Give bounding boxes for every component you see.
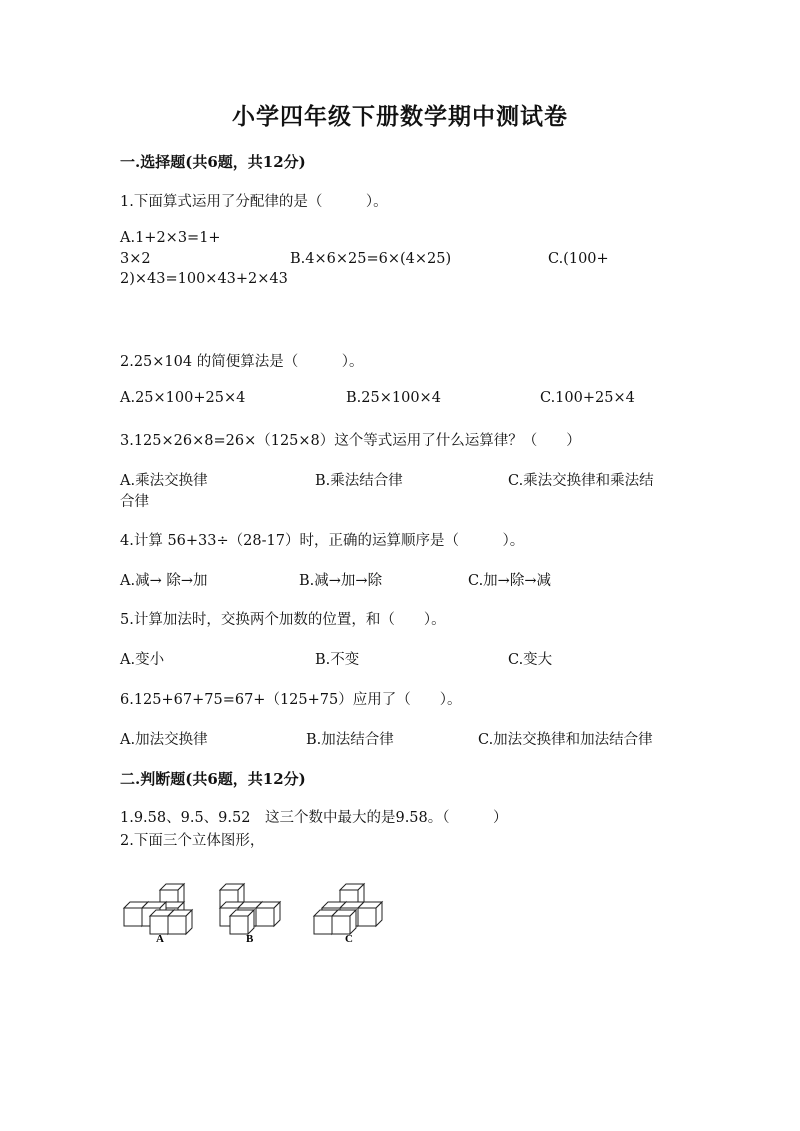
question-1-option-c-cont: 2)×43=100×43+2×43 — [120, 271, 288, 287]
figure-a — [124, 884, 192, 945]
question-2-stem: 2.25×104 的简便算法是（ ）。 — [120, 354, 364, 370]
question-6-stem: 6.125+67+75=67+（125+75）应用了（ ）。 — [120, 692, 462, 708]
question-4-option-b: B.减→加→除 — [299, 573, 383, 589]
question-1-option-a-cont: 3×2 — [120, 251, 151, 267]
section-heading-choice: 一.选择题(共6题，共12分) — [120, 153, 306, 171]
figure-label-b: B — [246, 933, 254, 945]
question-5-stem: 5.计算加法时，交换两个加数的位置，和（ ）。 — [120, 612, 446, 628]
question-4-option-a: A.减→ 除→加 — [120, 573, 208, 589]
figure-c — [314, 884, 382, 945]
question-1-option-b: B.4×6×25=6×(4×25) — [290, 251, 452, 267]
cube-figures — [118, 878, 398, 948]
question-5-option-c: C.变大 — [508, 652, 553, 668]
figure-label-c: C — [345, 933, 353, 945]
question-2-option-a: A.25×100+25×4 — [120, 390, 246, 406]
question-4-option-c: C.加→除→减 — [468, 573, 551, 589]
question-2-option-b: B.25×100×4 — [346, 390, 441, 406]
question-1-stem: 1.下面算式运用了分配律的是（ ）。 — [120, 194, 388, 210]
section-heading-judgment: 二.判断题(共6题，共12分) — [120, 770, 306, 788]
question-6-option-b: B.加法结合律 — [306, 732, 394, 748]
figure-b — [220, 884, 280, 945]
question-3-option-b: B.乘法结合律 — [315, 473, 403, 489]
question-3-option-a: A.乘法交换律 — [120, 473, 208, 489]
question-3-stem: 3.125×26×8=26×（125×8）这个等式运用了什么运算律？（ ） — [120, 433, 581, 449]
figure-label-a: A — [156, 933, 164, 945]
question-1-option-a: A.1+2×3=1+ — [120, 230, 221, 246]
judgment-1-stem: 1.9.58、9.5、9.52 这三个数中最大的是9.58。（ ） — [120, 810, 508, 826]
question-2-option-c: C.100+25×4 — [540, 390, 635, 406]
question-6-option-c: C.加法交换律和加法结合律 — [478, 732, 653, 748]
question-5-option-a: A.变小 — [120, 652, 165, 668]
question-5-option-b: B.不变 — [315, 652, 360, 668]
question-3-option-c-cont: 合律 — [120, 494, 149, 510]
judgment-2-stem: 2.下面三个立体图形， — [120, 833, 265, 849]
question-6-option-a: A.加法交换律 — [120, 732, 208, 748]
question-3-option-c: C.乘法交换律和乘法结 — [508, 473, 654, 489]
page-title: 小学四年级下册数学期中测试卷 — [232, 103, 568, 130]
question-1-option-c: C.(100+ — [548, 251, 609, 267]
question-4-stem: 4.计算 56+33÷（28-17）时，正确的运算顺序是（ ）。 — [120, 533, 525, 549]
